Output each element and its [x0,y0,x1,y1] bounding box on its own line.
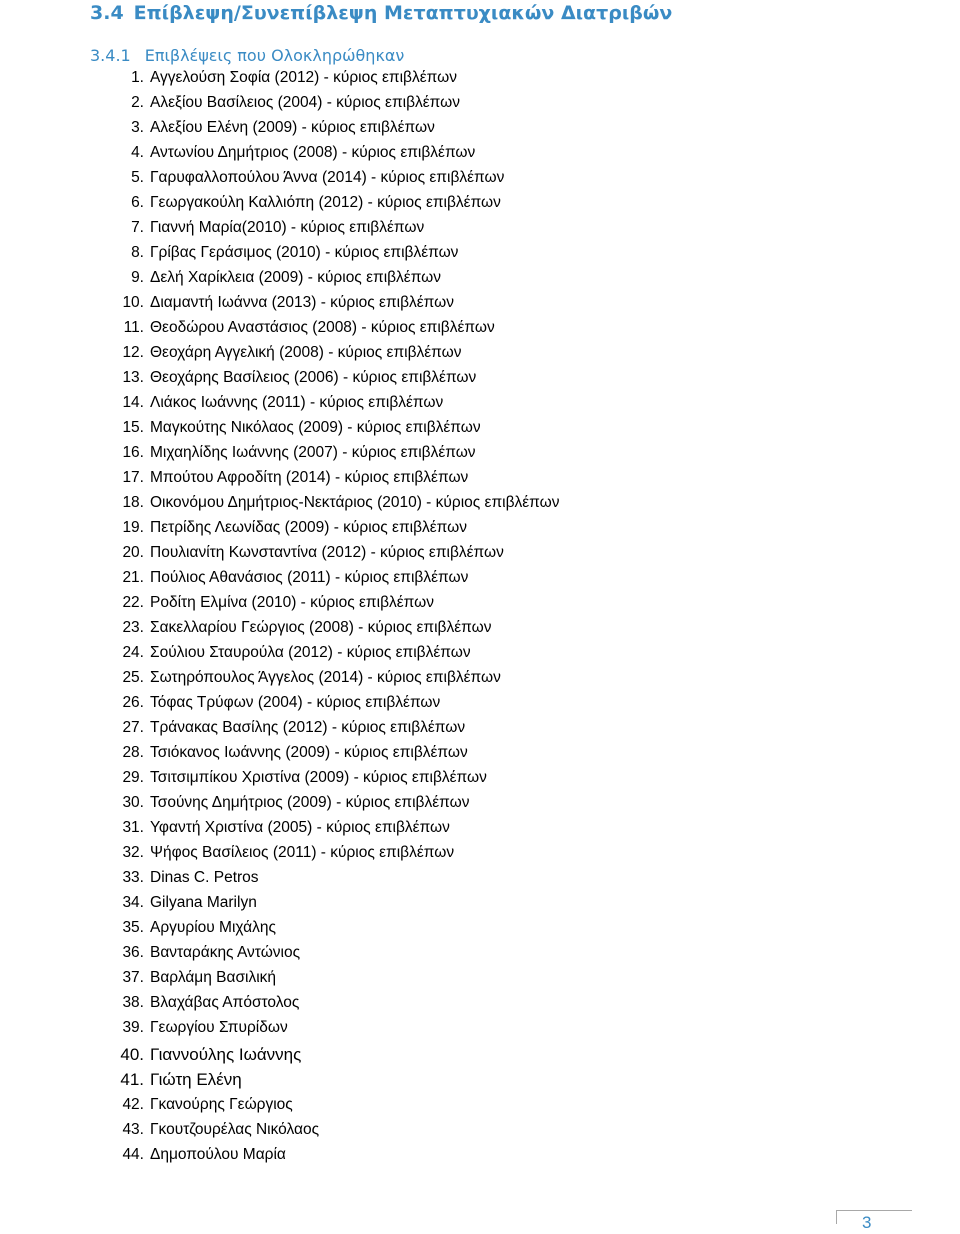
list-item-number: 10. [122,294,144,311]
list-item-text: Βαρλάμη Βασιλική [150,969,277,986]
list-item-number: 39. [122,1019,144,1036]
list-item [0,540,960,565]
list-item [0,90,960,115]
list-item-text: Γαρυφαλλοπούλου Άννα (2014) - κύριος επιβλέπων [150,169,505,186]
list-item-number: 23. [122,619,144,636]
list-item [0,1092,960,1117]
list-item-text: Τράνακας Βασίλης (2012) - κύριος επιβλέπων [150,719,466,736]
list-item-text: Αργυρίου Μιχάλης [150,919,276,936]
list-item-text: Σωτηρόπουλος Άγγελος (2014) - κύριος επιβλέπων [150,669,501,686]
list-item-number: 27. [122,719,144,736]
list-item [0,690,960,715]
list-item-text: Γκανούρης Γεώργιος [150,1096,293,1113]
list-item-number: 21. [122,569,144,586]
list-item-text: Αλεξίου Βασίλειος (2004) - κύριος επιβλέπων [150,94,461,111]
list-item [0,165,960,190]
list-item [0,865,960,890]
list-item [0,590,960,615]
list-item-text: Αλεξίου Ελένη (2009) - κύριος επιβλέπων [150,119,435,136]
list-item-number: 29. [122,769,144,786]
list-item-number: 19. [122,519,144,536]
list-item [0,390,960,415]
list-item [0,640,960,665]
list-item-text: Τσιόκανος Ιωάννης (2009) - κύριος επιβλέπων [150,744,468,761]
list-item-text: Αντωνίου Δημήτριος (2008) - κύριος επιβλέπων [150,144,476,161]
list-item-text: Γρίβας Γεράσιμος (2010) - κύριος επιβλέπων [150,244,459,261]
list-item [0,665,960,690]
list-item [0,290,960,315]
subsection-heading [90,46,404,65]
list-item [0,740,960,765]
list-item-text: Γκουτζουρέλας Νικόλαος [150,1121,320,1138]
list-item-number: 1. [131,69,144,86]
list-item-text: Πουλιανίτη Κωνσταντίνα (2012) - κύριος επιβλέπων [150,544,504,561]
list-item [0,1042,960,1067]
list-item-text: Σούλιου Σταυρούλα (2012) - κύριος επιβλέπων [150,644,471,661]
list-item-text: Λιάκος Ιωάννης (2011) - κύριος επιβλέπων [150,394,444,411]
list-item-number: 35. [122,919,144,936]
footer-rule [836,1210,912,1211]
list-item-number: 6. [131,194,144,211]
list-item-number: 2. [131,94,144,111]
footer-rule-tick [836,1210,837,1224]
section-heading [90,2,672,24]
list-item-text: Γιαννούλης Ιωάννης [150,1045,302,1064]
list-item-text: Δελή Χαρίκλεια (2009) - κύριος επιβλέπων [150,269,442,286]
list-item [0,515,960,540]
list-item-text: Δημοπούλου Μαρία [150,1146,286,1163]
list-item-number: 15. [122,419,144,436]
list-item-text: Αγγελούση Σοφία (2012) - κύριος επιβλέπων [150,69,457,86]
list-item [0,190,960,215]
list-item-text: Dinas C. Petros [150,869,259,886]
list-item-number: 4. [131,144,144,161]
list-item [0,465,960,490]
list-item [0,440,960,465]
list-item-text: Τσούνης Δημήτριος (2009) - κύριος επιβλέπων [150,794,470,811]
list-item-number: 41. [120,1070,144,1089]
list-item [0,315,960,340]
list-item-text: Θεοχάρης Βασίλειος (2006) - κύριος επιβλέπων [150,369,477,386]
list-item-number: 17. [122,469,144,486]
list-item-text: Τόφας Τρύφων (2004) - κύριος επιβλέπων [150,694,441,711]
list-item-number: 32. [122,844,144,861]
list-item-number: 14. [122,394,144,411]
list-item-text: Ροδίτη Ελμίνα (2010) - κύριος επιβλέπων [150,594,434,611]
list-item-text: Οικονόμου Δημήτριος-Νεκτάριος (2010) - κύριος επιβλέπων [150,494,560,511]
list-item-number: 28. [122,744,144,761]
list-item [0,1015,960,1040]
list-item-number: 30. [122,794,144,811]
list-item-number: 36. [122,944,144,961]
list-item-number: 37. [122,969,144,986]
list-item-number: 16. [122,444,144,461]
list-item-number: 24. [122,644,144,661]
list-item [0,1067,960,1092]
list-item-text: Γιαννή Μαρία(2010) - κύριος επιβλέπων [150,219,425,236]
list-item-text: Σακελλαρίου Γεώργιος (2008) - κύριος επιβλέπων [150,619,492,636]
list-item [0,140,960,165]
section-number: 3.4 [90,2,124,24]
list-item-number: 42. [122,1096,144,1113]
list-item [0,265,960,290]
list-item-number: 13. [122,369,144,386]
list-item-number: 11. [123,319,144,336]
list-item-number: 22. [122,594,144,611]
list-item-text: Μπούτου Αφροδίτη (2014) - κύριος επιβλέπων [150,469,469,486]
list-item [0,115,960,140]
list-item [0,965,960,990]
list-item-text: Τσιτσιμπίκου Χριστίνα (2009) - κύριος επιβλέπων [150,769,487,786]
list-item-text: Γεωργίου Σπυρίδων [150,1019,288,1036]
list-item-text: Πούλιος Αθανάσιος (2011) - κύριος επιβλέπων [150,569,469,586]
list-item-text: Μιχαηλίδης Ιωάννης (2007) - κύριος επιβλέπων [150,444,476,461]
section-title: Επίβλεψη/Συνεπίβλεψη Μεταπτυχιακών Διατριβών [133,2,673,24]
list-item-number: 34. [122,894,144,911]
list-item [0,1117,960,1142]
list-item-text: Θεοδώρου Αναστάσιος (2008) - κύριος επιβλέπων [150,319,495,336]
list-item [0,415,960,440]
list-item-number: 9. [131,269,144,286]
list-item-number: 26. [122,694,144,711]
subsection-title: Επιβλέψεις που Ολοκληρώθηκαν [144,46,405,65]
list-item [0,65,960,90]
subsection-number: 3.4.1 [90,46,131,65]
list-item [0,840,960,865]
list-item [0,990,960,1015]
list-item-text: Βανταράκης Αντώνιος [150,944,301,961]
list-item-number: 31. [122,819,144,836]
list-item-text: Ψήφος Βασίλειος (2011) - κύριος επιβλέπων [150,844,455,861]
list-item [0,915,960,940]
list-item-text: Γιώτη Ελένη [150,1070,242,1089]
list-item-text: Θεοχάρη Αγγελική (2008) - κύριος επιβλέπων [150,344,462,361]
list-item [0,365,960,390]
list-item [0,490,960,515]
list-item-number: 40. [120,1045,144,1064]
list-item-number: 38. [122,994,144,1011]
list-item-text: Gilyana Marilyn [150,894,257,911]
list-item [0,615,960,640]
list-item-number: 8. [131,244,144,261]
list-item [0,940,960,965]
list-item-text: Γεωργακούλη Καλλιόπη (2012) - κύριος επιβλέπων [150,194,501,211]
list-item-text: Πετρίδης Λεωνίδας (2009) - κύριος επιβλέπων [150,519,467,536]
list-item [0,765,960,790]
list-item-number: 25. [122,669,144,686]
list-item-number: 33. [122,869,144,886]
list-item-number: 7. [131,219,144,236]
list-item [0,340,960,365]
list-item [0,890,960,915]
page-number: 3 [862,1213,872,1232]
list-item-text: Βλαχάβας Απόστολος [150,994,300,1011]
list-item-number: 43. [122,1121,144,1138]
list-item [0,240,960,265]
list-item-text: Μαγκούτης Νικόλαος (2009) - κύριος επιβλέπων [150,419,481,436]
list-item-number: 20. [122,544,144,561]
list-item [0,565,960,590]
list-item [0,215,960,240]
list-item-number: 3. [131,119,144,136]
list-item [0,815,960,840]
list-item-number: 18. [122,494,144,511]
list-item-number: 12. [122,344,144,361]
list-item [0,790,960,815]
list-item [0,715,960,740]
list-item-number: 5. [131,169,144,186]
list-item-number: 44. [122,1146,144,1163]
list-item [0,1142,960,1167]
list-item-text: Διαμαντή Ιωάννα (2013) - κύριος επιβλέπων [150,294,454,311]
list-item-text: Υφαντή Χριστίνα (2005) - κύριος επιβλέπων [150,819,450,836]
